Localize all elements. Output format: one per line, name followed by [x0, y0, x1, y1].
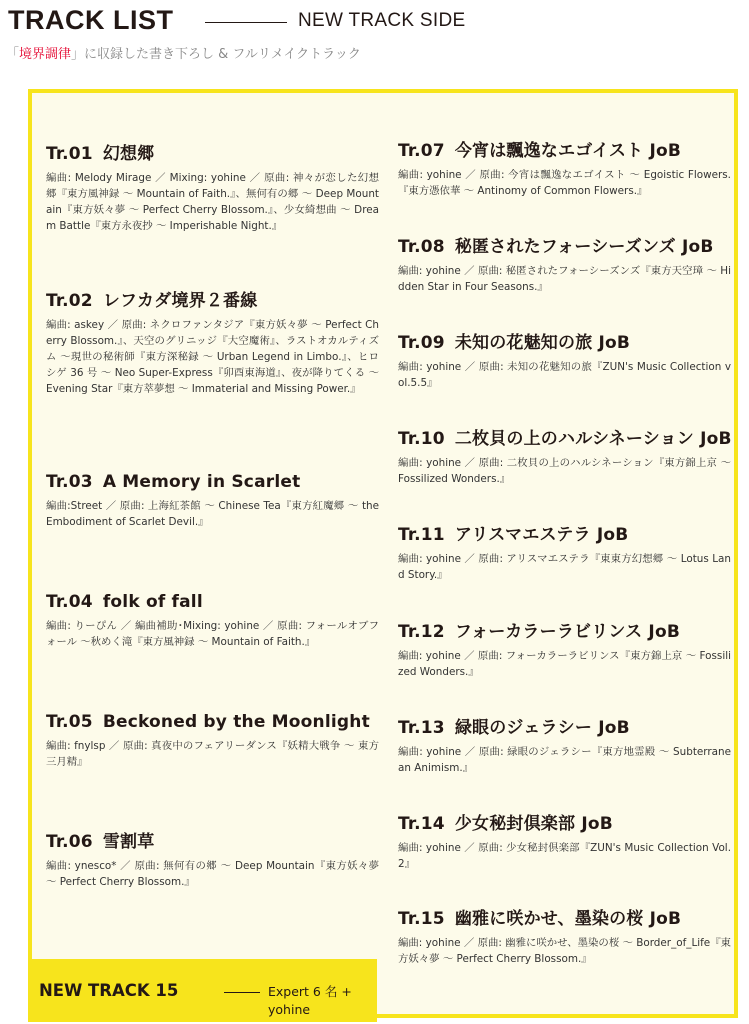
track-name: folk of fall [102, 592, 203, 612]
track-item [398, 813, 731, 872]
track-name: 未知の花魅知の旅 JoB [454, 333, 631, 353]
tagline-open: 「 [6, 47, 20, 62]
track-number: Tr.14 [398, 814, 445, 834]
track-name: A Memory in Scarlet [102, 472, 301, 492]
track-name: フォーカラーラビリンス JoB [454, 622, 680, 642]
track-number: Tr.01 [46, 144, 93, 164]
track-title [46, 290, 379, 312]
track-number: Tr.04 [46, 592, 93, 612]
tagline-rest: 」に収録した書き下ろし & フルリメイクトラック [71, 47, 361, 62]
track-credits: 編曲: yohine ／ 原曲: 二枚貝の上のハルシネーション『東方錦上京 ～ Fossilized Wonders.』 [398, 457, 731, 485]
track-name: 雪割草 [102, 832, 155, 852]
track-title [398, 236, 731, 258]
track-number: Tr.05 [46, 712, 93, 732]
track-item [398, 140, 731, 199]
track-credits: 編曲: ynesco* ／ 原曲: 無何有の郷 ～ Deep Mountain『東方妖々夢 ～ Perfect Cherry Blossom.』 [46, 860, 379, 888]
track-number: Tr.09 [398, 333, 445, 353]
track-name: 幽雅に咲かせ、墨染の桜 JoB [454, 909, 682, 929]
track-name: 今宵は飄逸なエゴイスト JoB [454, 141, 682, 161]
track-number: Tr.07 [398, 141, 445, 161]
track-title [398, 813, 731, 835]
track-item [398, 524, 731, 583]
track-credits: 編曲: yohine ／ 原曲: 幽雅に咲かせ、墨染の桜 ～ Border_of_Life『東方妖々夢 ～ Perfect Cherry Blossom.』 [398, 937, 731, 965]
track-number: Tr.15 [398, 909, 445, 929]
track-name: レフカダ境界２番線 [102, 291, 258, 311]
badge-title: NEW TRACK 15 [39, 981, 179, 1000]
track-number: Tr.10 [398, 429, 445, 449]
track-number: Tr.08 [398, 237, 445, 257]
page-title: TRACK LIST [8, 5, 174, 35]
track-title [398, 140, 731, 162]
track-credits: 編曲:Street ／ 原曲: 上海紅茶館 ～ Chinese Tea『東方紅魔郷 ～ the Embodiment of Scarlet Devil.』 [46, 500, 379, 528]
track-title [398, 428, 731, 450]
tagline-highlight: 境界調律 [19, 47, 72, 62]
track-item [46, 290, 379, 397]
track-title [46, 471, 379, 493]
track-credits: 編曲: askey ／ 原曲: ネクロファンタジア『東方妖々夢 ～ Perfect Cherry Blossom.』、天空のグリニッジ『大空魔術』、ラストオカルティズム ～現世の秘術師『東方深秘録 ～ Urban Legend in Limbo.』、ヒロシゲ 36 号 ～ Neo Super-Express『卯酉東海道』、夜が降りてくる ～ Evening Star『東方萃夢想 ～ Immaterial and Missing Power.』 [46, 319, 379, 395]
track-title [46, 831, 379, 853]
track-credits: 編曲: fnylsp ／ 原曲: 真夜中のフェアリーダンス『妖精大戦争 ～ 東方三月精』 [46, 740, 379, 768]
title-divider [205, 22, 287, 23]
track-item [46, 471, 379, 530]
track-credits: 編曲: yohine ／ 原曲: 秘匿されたフォーシーズンズ『東方天空璋 ～ Hidden Star in Four Seasons.』 [398, 265, 731, 293]
track-name: 少女秘封倶楽部 JoB [454, 814, 613, 834]
track-credits: 編曲: りーぴん ／ 編曲補助･Mixing: yohine ／ 原曲: フォールオブフォール ～秋めく滝『東方風神録 ～ Mountain of Faith.』 [46, 620, 379, 648]
track-title [398, 908, 731, 930]
track-item [46, 143, 379, 234]
track-credits: 編曲: yohine ／ 原曲: フォーカラーラビリンス『東方錦上京 ～ Fossilized Wonders.』 [398, 650, 731, 678]
track-item [398, 332, 731, 391]
track-title [46, 143, 379, 165]
track-name: 緑眼のジェラシー JoB [454, 718, 630, 738]
track-number: Tr.06 [46, 832, 93, 852]
track-credits: 編曲: yohine ／ 原曲: 今宵は飄逸なエゴイスト ～ Egoistic Flowers.『東方憑依華 ～ Antinomy of Common Flowers.』 [398, 169, 731, 197]
track-title [398, 332, 731, 354]
track-title [398, 717, 731, 739]
track-item [398, 717, 731, 776]
track-item [398, 236, 731, 295]
track-number: Tr.11 [398, 525, 445, 545]
track-item [398, 428, 731, 487]
new-track-badge [28, 959, 377, 1022]
track-name: 二枚貝の上のハルシネーション JoB [454, 429, 732, 449]
track-item [46, 831, 379, 890]
track-item [46, 591, 379, 650]
track-credits: 編曲: Melody Mirage ／ Mixing: yohine ／ 原曲: 神々が恋した幻想郷『東方風神録 ～ Mountain of Faith.』、無何有の郷 ～ Deep Mountain『東方妖々夢 ～ Perfect Cherry Blossom.』、少女綺想曲 ～ Dream Battle『東方永夜抄 ～ Imperishable Night.』 [46, 172, 379, 232]
badge-subtitle: Expert 6 名 + yohine [268, 984, 352, 1017]
track-name: 秘匿されたフォーシーズンズ JoB [454, 237, 714, 257]
track-credits: 編曲: yohine ／ 原曲: 未知の花魅知の旅『ZUN's Music Collection vol.5.5』 [398, 361, 731, 389]
tagline [6, 46, 361, 64]
track-credits: 編曲: yohine ／ 原曲: 緑眼のジェラシー『東方地霊殿 ～ Subterranean Animism.』 [398, 746, 731, 774]
track-name: 幻想郷 [102, 144, 155, 164]
track-credits: 編曲: yohine ／ 原曲: 少女秘封倶楽部『ZUN's Music Collection Vol.2』 [398, 842, 731, 870]
track-title [46, 711, 379, 733]
track-item [46, 711, 379, 770]
header [8, 2, 748, 42]
track-name: Beckoned by the Moonlight [102, 712, 370, 732]
track-credits: 編曲: yohine ／ 原曲: アリスマエステラ『東東方幻想郷 ～ Lotus Land Story.』 [398, 553, 731, 581]
track-title [398, 621, 731, 643]
track-number: Tr.12 [398, 622, 445, 642]
track-number: Tr.02 [46, 291, 93, 311]
track-item [398, 621, 731, 680]
badge-divider [224, 992, 260, 993]
track-title [46, 591, 379, 613]
page-subtitle: NEW TRACK SIDE [298, 10, 466, 31]
track-item [398, 908, 731, 967]
track-title [398, 524, 731, 546]
track-name: アリスマエステラ JoB [454, 525, 629, 545]
track-number: Tr.13 [398, 718, 445, 738]
track-number: Tr.03 [46, 472, 93, 492]
